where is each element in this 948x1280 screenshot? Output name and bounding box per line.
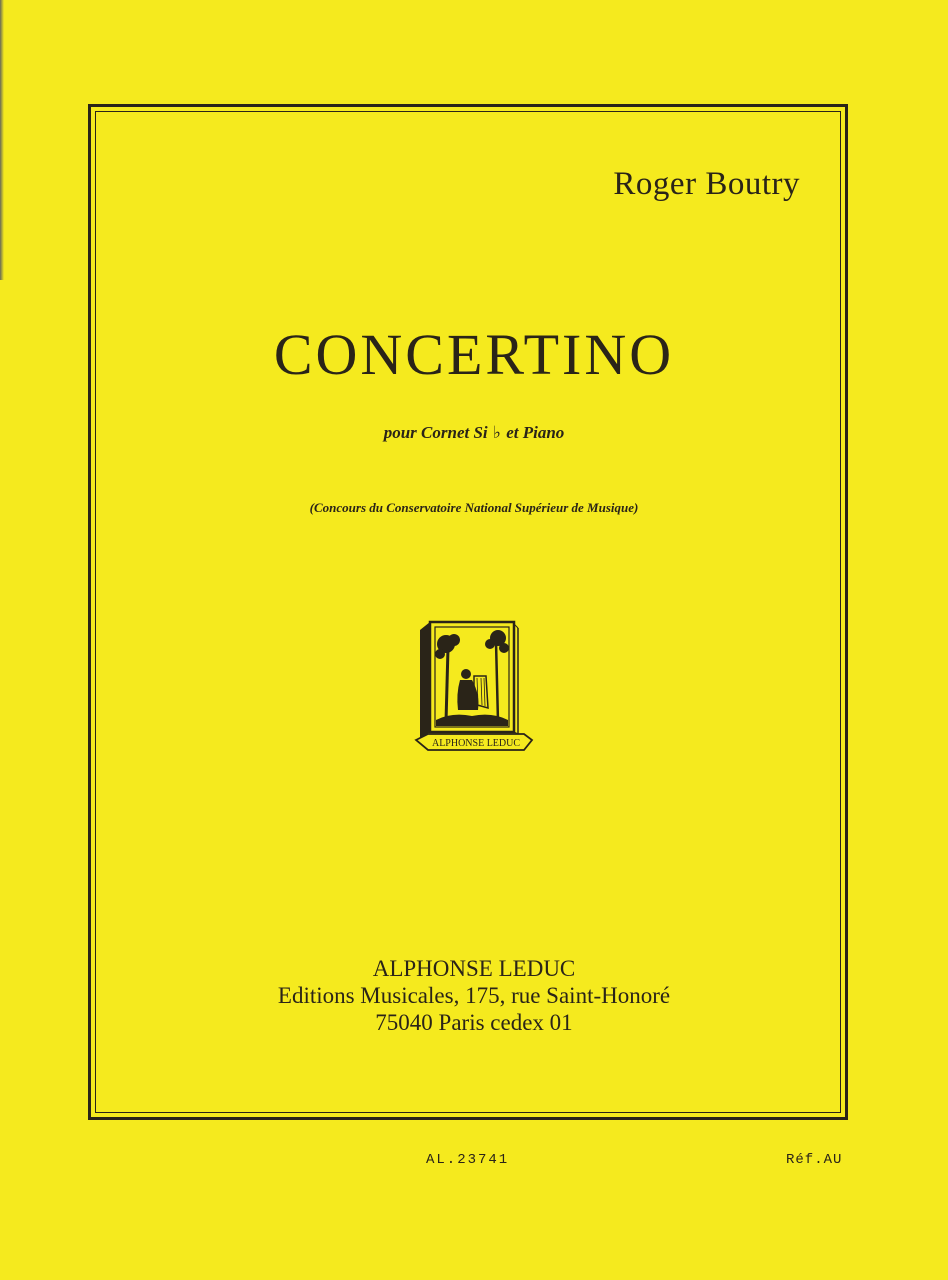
publisher-address: Editions Musicales, 175, rue Saint-Honoré bbox=[277, 983, 671, 1008]
composer-name: Roger Boutry bbox=[613, 166, 800, 202]
subtitle-prefix: pour Cornet Si bbox=[383, 423, 488, 442]
flat-sign: ♭ bbox=[492, 423, 501, 442]
instrumentation-subtitle bbox=[0, 423, 948, 443]
reference-code: Réf.AU bbox=[786, 1152, 843, 1168]
work-title: CONCERTINO bbox=[273, 322, 675, 387]
publisher-city: 75040 Paris cedex 01 bbox=[375, 1010, 573, 1035]
catalog-number: AL.23741 bbox=[426, 1152, 510, 1168]
subtitle-suffix: et Piano bbox=[506, 423, 565, 442]
publisher-logo-emblem bbox=[412, 612, 534, 760]
competition-note: (Concours du Conservatoire National Supérieur de Musique) bbox=[309, 500, 639, 515]
binding-edge bbox=[0, 0, 4, 280]
publisher-name: ALPHONSE LEDUC bbox=[372, 956, 576, 981]
publisher-block bbox=[0, 955, 948, 1036]
logo-ribbon-label: ALPHONSE LEDUC bbox=[431, 738, 521, 749]
